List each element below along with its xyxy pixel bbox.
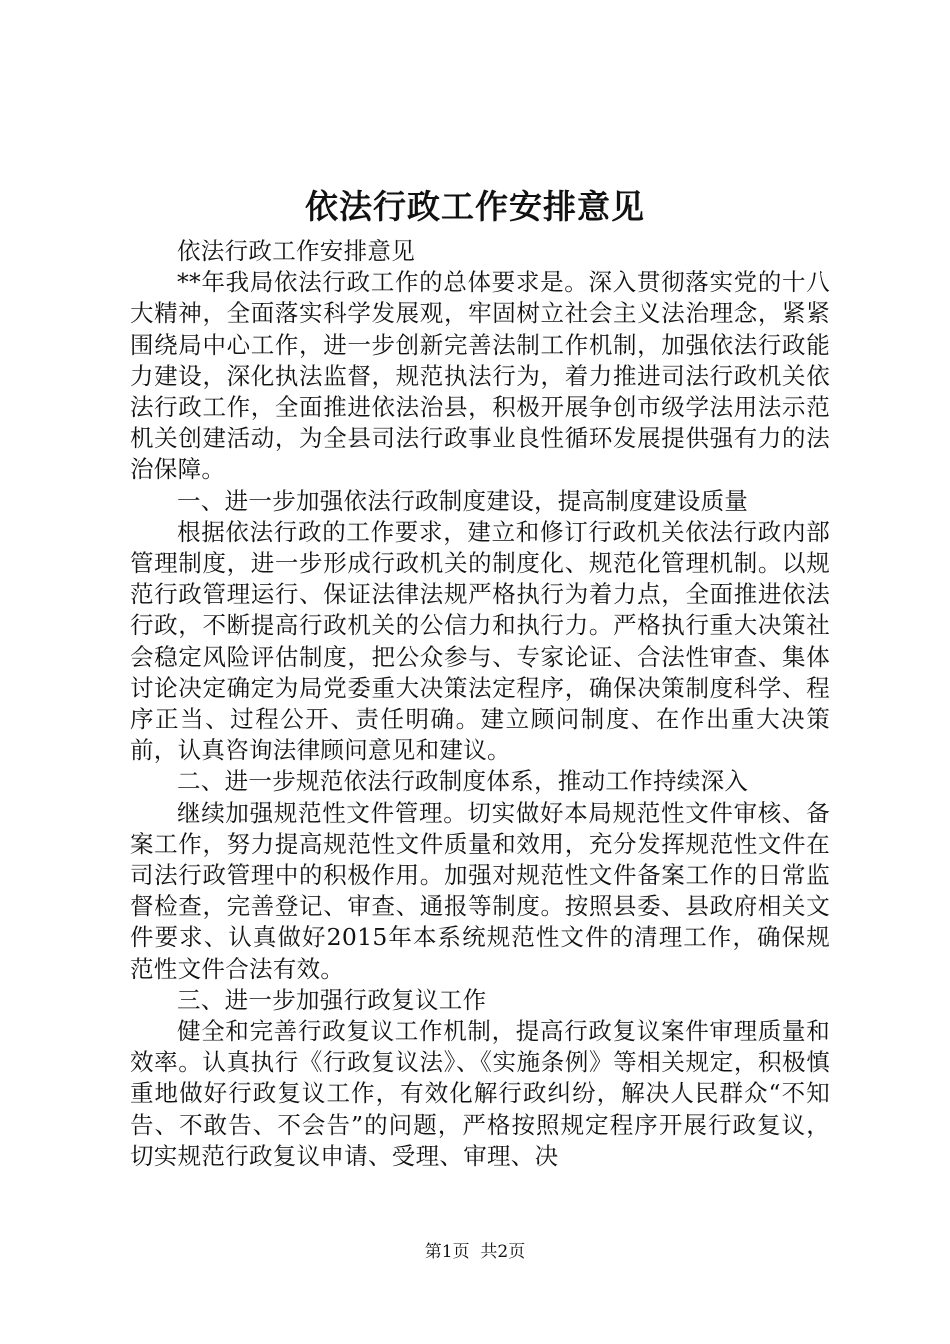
section-heading-1: 一、进一步加强依法行政制度建设，提高制度建设质量 — [177, 486, 749, 515]
page-footer — [0, 1240, 950, 1264]
body-paragraph-section-3: 健全和完善行政复议工作机制，提高行政复议案件审理质量和效率。认真执行《行政复议法》、《实施条例》等相关规定，积极慎重地做好行政复议工作，有效化解行政纠纷，解决人民群众“不知告、不敢告、不会告”的问题，严格按照规定程序开展行政复议，切实规范行政复议申请、受理、审理、决 — [130, 1017, 830, 1170]
page-number-label: 第1页 共2页 — [424, 1242, 526, 1262]
body-paragraph-overview: **年我局依法行政工作的总体要求是。深入贯彻落实党的十八大精神，全面落实科学发展观，牢固树立社会主义法治理念，紧紧围绕局中心工作，进一步创新完善法制工作机制，加强依法行政能力建设，深化执法监督，规范执法行为，着力推进司法行政机关依法行政工作，全面推进依法治县，积极开展争创市级学法用法示范机关创建活动，为全县司法行政事业良性循环发展提供强有力的法治保障。 — [130, 268, 830, 484]
body-paragraph-section-1: 根据依法行政的工作要求，建立和修订行政机关依法行政内部管理制度，进一步形成行政机关的制度化、规范化管理机制。以规范行政管理运行、保证法律法规严格执行为着力点，全面推进依法行政，不断提高行政机关的公信力和执行力。严格执行重大决策社会稳定风险评估制度，把公众参与、专家论证、合法性审查、集体讨论决定确定为局党委重大决策法定程序，确保决策制度科学、程序正当、过程公开、责任明确。建立顾问制度、在作出重大决策前，认真咨询法律顾问意见和建议。 — [130, 517, 830, 765]
body-paragraph-section-2: 继续加强规范性文件管理。切实做好本局规范性文件审核、备案工作，努力提高规范性文件质量和效用，充分发挥规范性文件在司法行政管理中的积极作用。加强对规范性文件备案工作的日常监督检查，完善登记、审查、通报等制度。按照县委、县政府相关文件要求、认真做好2015年本系统规范性文件的清理工作，确保规范性文件合法有效。 — [130, 798, 830, 983]
document-title: 依法行政工作安排意见 — [305, 187, 645, 226]
body-paragraph-subtitle: 依法行政工作安排意见 — [177, 237, 415, 265]
document-body — [130, 236, 830, 1172]
section-heading-2: 二、进一步规范依法行政制度体系，推动工作持续深入 — [177, 767, 749, 796]
section-heading-3: 三、进一步加强行政复议工作 — [177, 985, 487, 1014]
